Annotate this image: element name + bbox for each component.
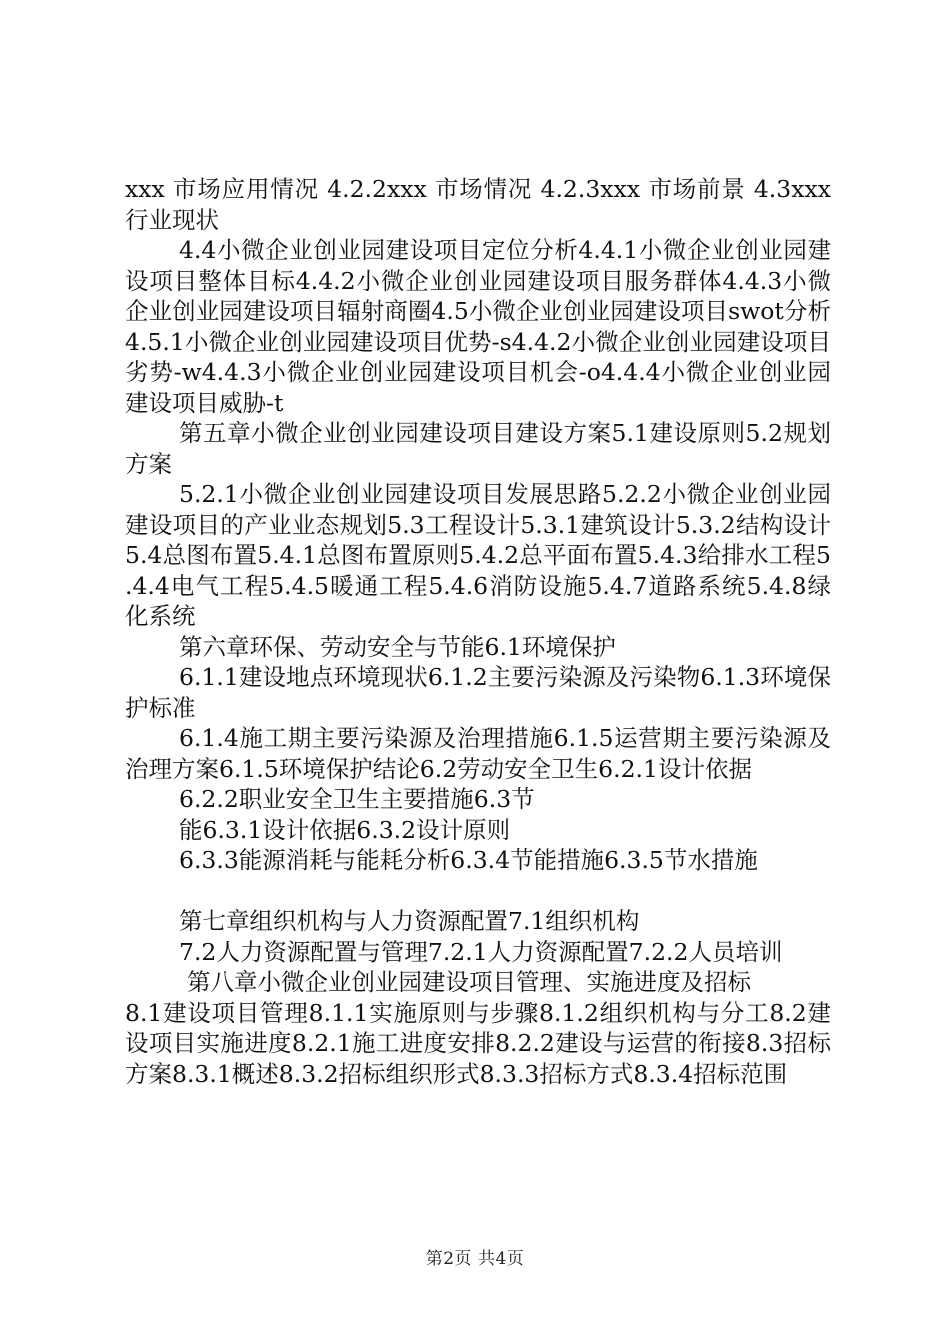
paragraph-chapter-6-heading: 第六章环保、劳动安全与节能6.1环境保护 bbox=[179, 632, 616, 661]
document-body bbox=[125, 174, 831, 1089]
paragraph-human-resources: 7.2人力资源配置与管理7.2.1人力资源配置7.2.2人员培训 bbox=[179, 937, 783, 966]
paragraph-energy-measures: 6.3.3能源消耗与能耗分析6.3.4节能措施6.3.5节水措施 bbox=[179, 846, 758, 874]
page-number-footer: 第2页 共4页 bbox=[425, 1249, 525, 1269]
paragraph-gap bbox=[125, 876, 831, 907]
paragraph-energy-basis: 能6.3.1设计依据6.3.2设计原则 bbox=[179, 815, 511, 844]
paragraph-safety-measures: 6.2.2职业安全卫生主要措施6.3节 bbox=[179, 785, 535, 813]
paragraph-chapter-7-heading: 第七章组织机构与人力资源配置7.1组织机构 bbox=[179, 907, 640, 935]
paragraph-market-analysis: xxx 市场应用情况 4.2.2xxx 市场情况 4.2.3xxx 市场前景 4.3xxx 行业现状 bbox=[125, 175, 831, 234]
paragraph-planning-scheme: 5.2.1小微企业创业园建设项目发展思路5.2.2小微企业创业园建设项目的产业业态规划5.3工程设计5.3.1建筑设计5.3.2结构设计5.4总图布置5.4.1总图布置原则5.4.2总平面布置5.4.3给排水工程5.4.4电气工程5.4.5暖通工程5.4.6消防设施5.4.7道路系统5.4.8绿化系统 bbox=[125, 480, 831, 630]
paragraph-positioning-analysis: 4.4小微企业创业园建设项目定位分析4.4.1小微企业创业园建设项目整体目标4.4.2小微企业创业园建设项目服务群体4.4.3小微企业创业园建设项目辐射商圈4.5小微企业创业园建设项目swot分析4.5.1小微企业创业园建设项目优势-s4.4.2小微企业创业园建设项目劣势-w4.4.3小微企业创业园建设项目机会-o4.4.4小微企业创业园建设项目威胁-t bbox=[125, 236, 831, 417]
paragraph-project-management: 8.1建设项目管理8.1.1实施原则与步骤8.1.2组织机构与分工8.2建设项目实施进度8.2.1施工进度安排8.2.2建设与运营的衔接8.3招标方案8.3.1概述8.3.2招标组织形式8.3.3招标方式8.3.4招标范围 bbox=[125, 998, 831, 1088]
paragraph-pollution-control: 6.1.4施工期主要污染源及治理措施6.1.5运营期主要污染源及治理方案6.1.5环境保护结论6.2劳动安全卫生6.2.1设计依据 bbox=[125, 724, 831, 783]
paragraph-chapter-8-heading: 第八章小微企业创业园建设项目管理、实施进度及招标 bbox=[187, 968, 751, 996]
paragraph-environment-status: 6.1.1建设地点环境现状6.1.2主要污染源及污染物6.1.3环境保护标准 bbox=[125, 663, 831, 722]
paragraph-chapter-5-heading: 第五章小微企业创业园建设项目建设方案5.1建设原则5.2规划方案 bbox=[125, 419, 831, 478]
